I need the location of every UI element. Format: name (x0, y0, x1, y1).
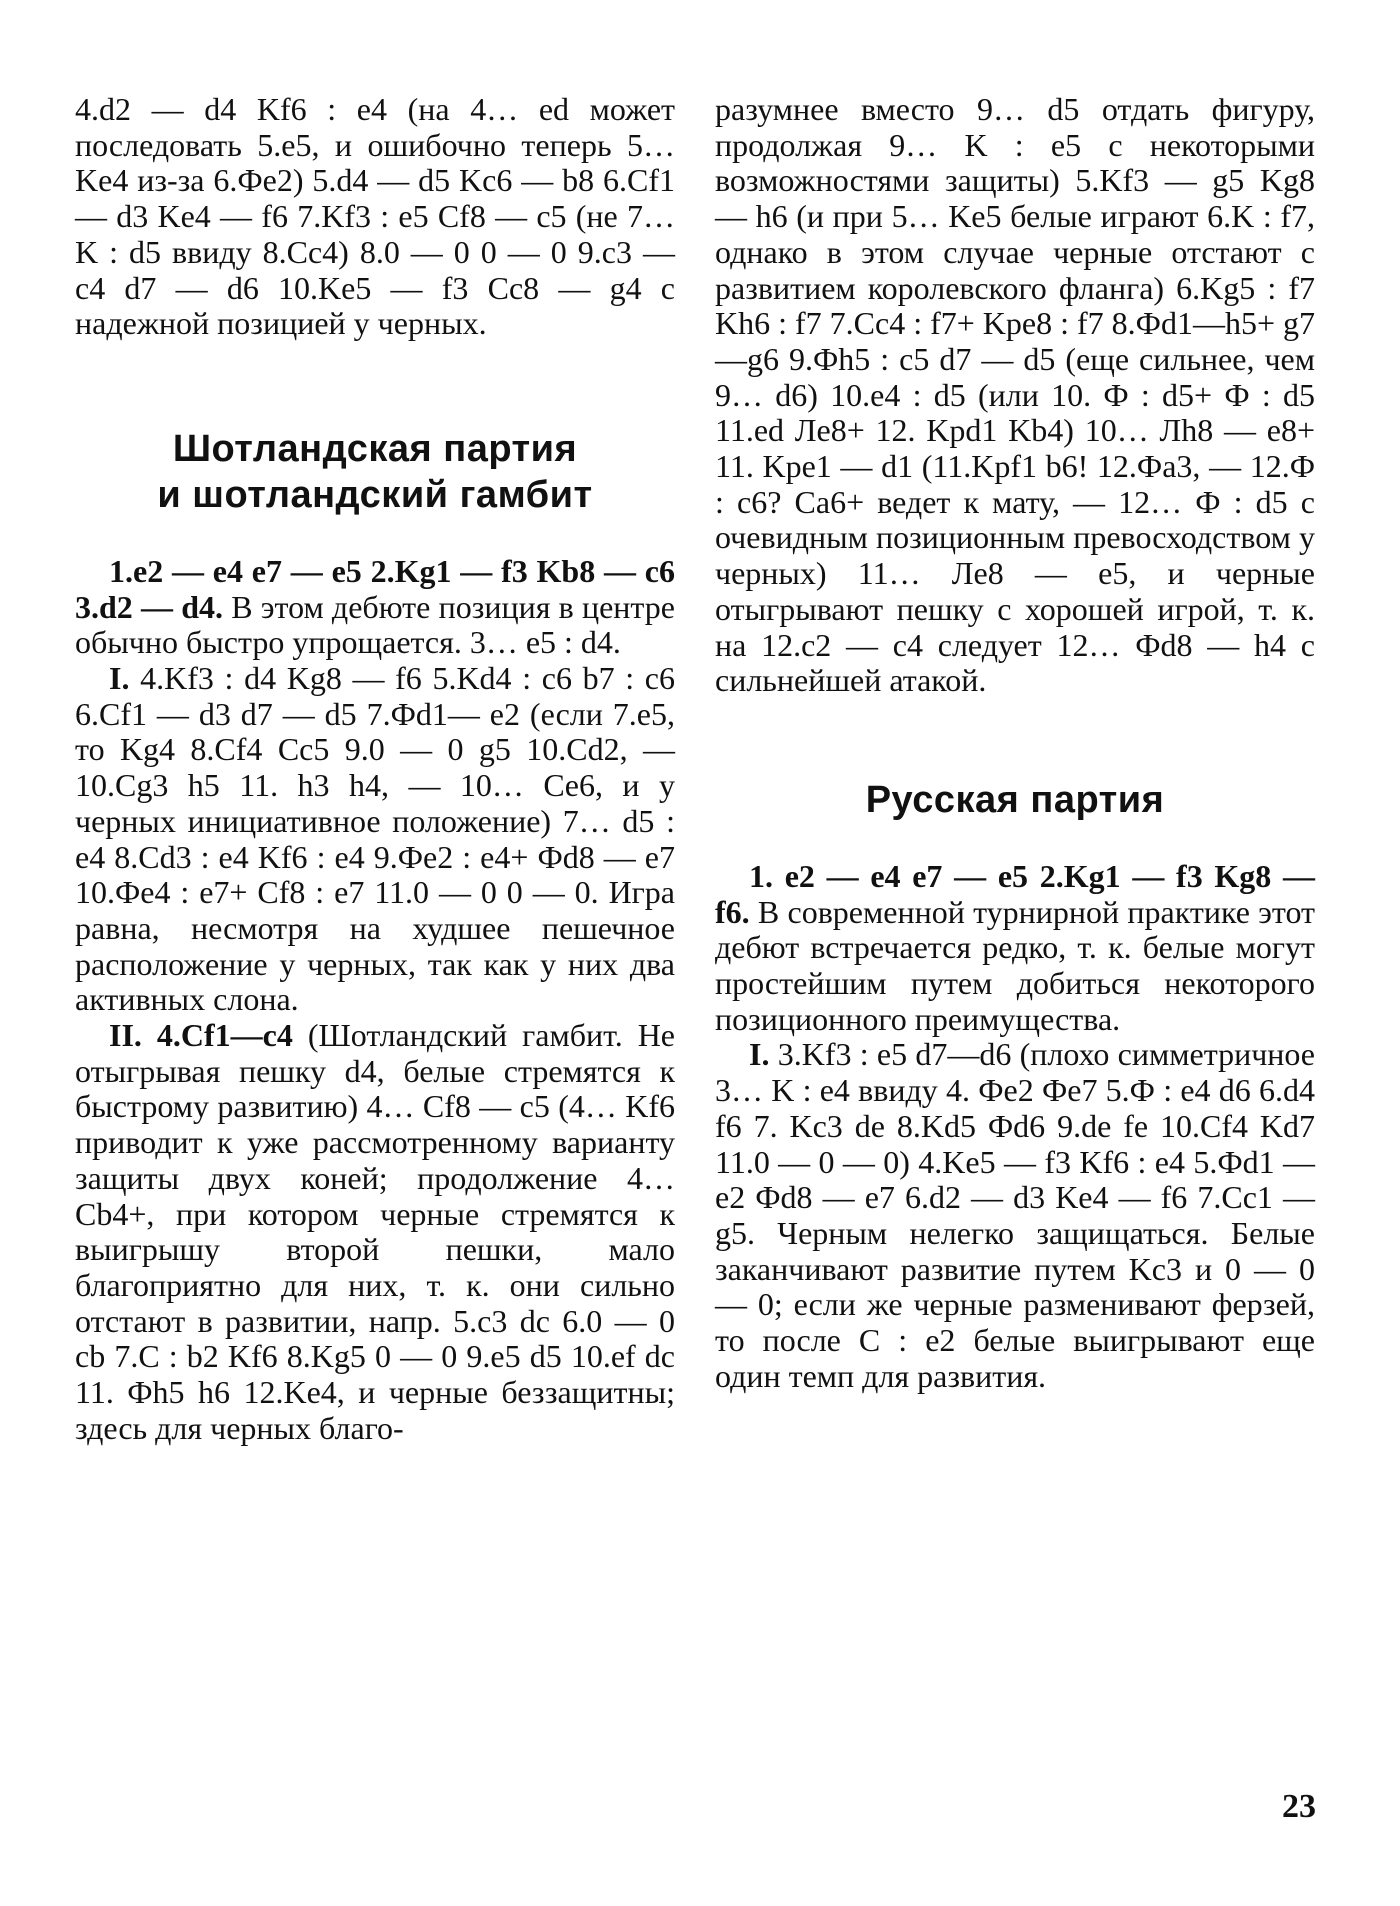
scotch-intro-text: В этом дебюте позиция в центре обычно быстро упрощается. 3… e5 : d4. (75, 588, 675, 661)
page-number: 23 (1282, 1788, 1316, 1825)
paragraph-two-knights-continuation: 4.d2 — d4 Kf6 : e4 (на 4… ed может последовать 5.e5, и ошибочно теперь 5… Ke4 из-за 6.Фe2) 5.d4 — d5 Kc6 — b8 6.Cf1 — d3 Ke4 — f6 7.Kf3 : e5 Cf8 — c5 (не 7… K : d5 ввиду 8.Cc4) 8.0 — 0 0 — 0 9.c3 — c4 d7 — d6 10.Ke5 — f3 Cc8 — g4 с надежной позицией у черных. (75, 91, 675, 342)
paragraph-scotch-variation-2 (75, 1018, 675, 1446)
paragraph-russian-variation-1 (715, 1037, 1315, 1394)
variation-2-text: (Шотландский гамбит. Не отыгрывая пешку d4, белые стремятся к быстрому развитию) 4… Cf8 — c5 (4… Kf6 приводит к уже рассмотренному варианту защиты двух коней; продолжение 4… Cb4+, при котором черные стремятся к выигрышу второй пешки, мало благоприятно для них, т. к. они сильно отстают в развитии, напр. 5.c3 dc 6.0 — 0 cb 7.C : b2 Kf6 8.Kg5 0 — 0 9.e5 d5 10.ef dc 11. Фh5 h6 12.Ke4, и черные беззащитны; здесь для черных благо- (75, 1017, 676, 1446)
russian-variation-1-label: I. (749, 1036, 770, 1073)
paragraph-scotch-intro (75, 554, 675, 661)
right-column (715, 92, 1315, 1395)
section-title-scotch-line1: Шотландская партия (172, 427, 578, 470)
russian-intro-text: В современной турнирной практике этот дебют встречается редко, т. к. белые могут простейшим путем добиться некоторого позиционного преимущества. (715, 893, 1315, 1037)
russian-intro-moves: 1. e2 — e4 e7 — e5 2.Kg1 — f3 Kg8 — f6. (715, 857, 1315, 930)
variation-1-label: I. (109, 660, 130, 697)
left-column (75, 92, 675, 1447)
russian-variation-1-text: 3.Kf3 : e5 d7—d6 (плохо симметричное 3… K : e4 ввиду 4. Фe2 Фe7 5.Ф : e4 d6 6.d4 f6 7. Kc3 de 8.Kd5 Фd6 9.de fe 10.Cf4 Kd7 11.0 — 0 — 0) 4.Ke5 — f3 Kf6 : e4 5.Фd1 — e2 Фd8 — e7 6.d2 — d3 Ke4 — f6 7.Cc1 — g5. Черным нелегко защищаться. Белые заканчивают развитие путем Kc3 и 0 — 0 — 0; если же черные разменивают ферзей, то после C : e2 белые выигрывают еще один темп для развития. (715, 1036, 1315, 1394)
variation-2-label: II. 4.Cf1—c4 (109, 1017, 293, 1054)
paragraph-scotch-variation-1 (75, 661, 675, 1018)
paragraph-scotch-gambit-continuation: разумнее вместо 9… d5 отдать фигуру, продолжая 9… K : e5 с некоторыми возможностями защиты) 5.Kf3 — g5 Kg8 — h6 (и при 5… Ke5 белые играют 6.K : f7, однако в этом случае черные отстают с развитием королевского фланга) 6.Kg5 : f7 Kh6 : f7 7.Cc4 : f7+ Kpe8 : f7 8.Фd1—h5+ g7—g6 9.Фh5 : c5 d7 — d5 (еще сильнее, чем 9… d6) 10.e4 : d5 (или 10. Ф : d5+ Ф : d5 11.ed Лe8+ 12. Kpd1 Kb4) 10… Лh8 — e8+ 11. Kpe1 — d1 (11.Kpf1 b6! 12.Фa3, — 12.Ф : c6? Ca6+ ведет к мату, — 12… Ф : d5 с очевидным позиционным превосходством у черных) 11… Лe8 — e5, и черные отыгрывают пешку с хорошей игрой, т. к. на 12.c2 — c4 следует 12… Фd8 — h4 с сильнейшей атакой. (715, 91, 1315, 699)
variation-1-text: 4.Kf3 : d4 Kg8 — f6 5.Kd4 : c6 b7 : c6 6.Cf1 — d3 d7 — d5 7.Фd1— e2 (если 7.e5, то Kg4 8.Cf4 Cc5 9.0 — 0 g5 10.Cd2, — 10.Cg3 h5 11. h3 h4, — 10… Ce6, и у черных инициативное положение) 7… d5 : e4 8.Cd3 : e4 Kf6 : e4 9.Фe2 : e4+ Фd8 — e7 10.Фe4 : e7+ Cf8 : e7 11.0 — 0 0 — 0. Игра равна, несмотря на худшее пешечное расположение у черных, так как у них два активных слона. (75, 660, 675, 1018)
scotch-intro-moves: 1.e2 — e4 e7 — e5 2.Kg1 — f3 Kb8 — c6 3.d2 — d4. (75, 552, 675, 625)
section-title-scotch-line2: и шотландский гамбит (157, 473, 593, 516)
section-title-scotch (75, 426, 675, 518)
paragraph-russian-intro (715, 859, 1315, 1038)
section-title-russian: Русская партия (865, 778, 1165, 821)
